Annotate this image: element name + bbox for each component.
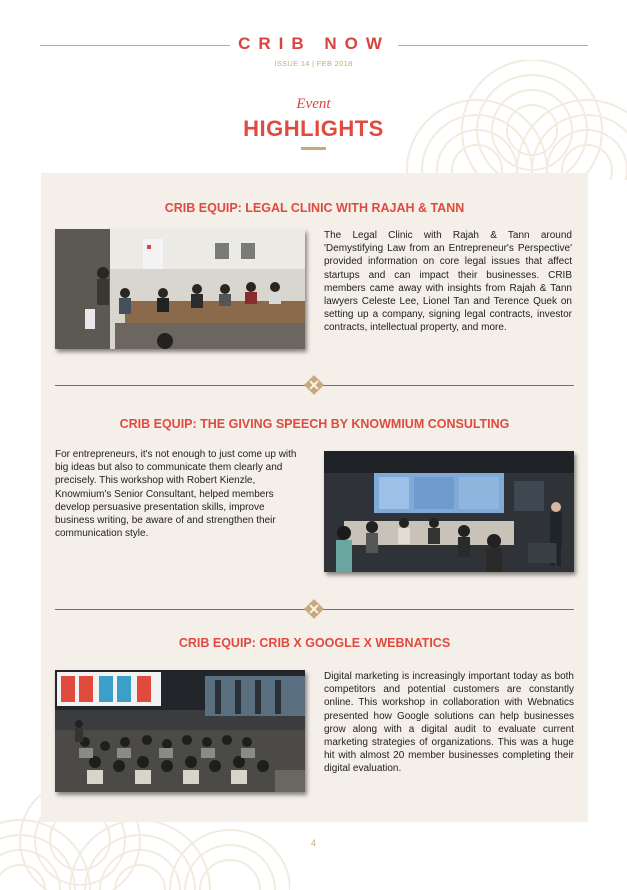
issue-info: ISSUE 14 | FEB 2018 <box>274 59 353 68</box>
brand-title: CRIB NOW <box>238 34 390 53</box>
section-body-legal-clinic: The Legal Clinic with Rajah & Tann around 'Demystifying Law from an Entrepreneur's Perspective' provided information on core legal issues that affect startups and can impact their businesses. CRIB members came away with insights from Rajah & Tann lawyers Celeste Lee, Lionel Tan and Terence Quek on setting up a company, signing legal contracts, investor contracts, intellectual property, and more. <box>324 230 572 334</box>
header-rule-left <box>40 45 230 46</box>
ornament-icon <box>302 597 326 621</box>
header-rule-right <box>398 45 588 46</box>
section-title-google-webnatics: CRIB EQUIP: CRIB X GOOGLE X WEBNATICS <box>178 636 451 650</box>
page-kicker: Event <box>296 96 331 112</box>
photo-giving-speech <box>324 451 574 572</box>
section-title-legal-clinic: CRIB EQUIP: LEGAL CLINIC WITH RAJAH & TANN <box>164 201 465 215</box>
page-title: HIGHLIGHTS <box>243 116 384 141</box>
photo-legal-clinic <box>55 229 305 349</box>
page-number: 4 <box>310 838 316 848</box>
section-body-giving-speech: For entrepreneurs, it's not enough to just come up with big ideas but also to communicate them clearly and precisely. This workshop with Robert Kienzle, Knowmium's Senior Consultant, helped members develop persuasive presentation skills, improve business writing, be aware of and strengthen their communication style. <box>55 449 297 540</box>
section-body-google-webnatics: Digital marketing is increasingly important today as both competitors and potential customers are constantly online. This workshop in collaboration with Webnatics presented how Google solutions can help businesses grow along with a digital audit to evaluate current marketing strategies of organizations. This was a huge hit with almost 20 member businesses completing their digital evaluation. <box>324 671 574 775</box>
ornament-icon <box>302 373 326 397</box>
photo-google-webnatics <box>55 670 305 792</box>
content-panel <box>41 173 588 822</box>
section-title-giving-speech: CRIB EQUIP: THE GIVING SPEECH BY KNOWMIUM CONSULTING <box>119 417 510 431</box>
title-underline <box>301 147 326 150</box>
